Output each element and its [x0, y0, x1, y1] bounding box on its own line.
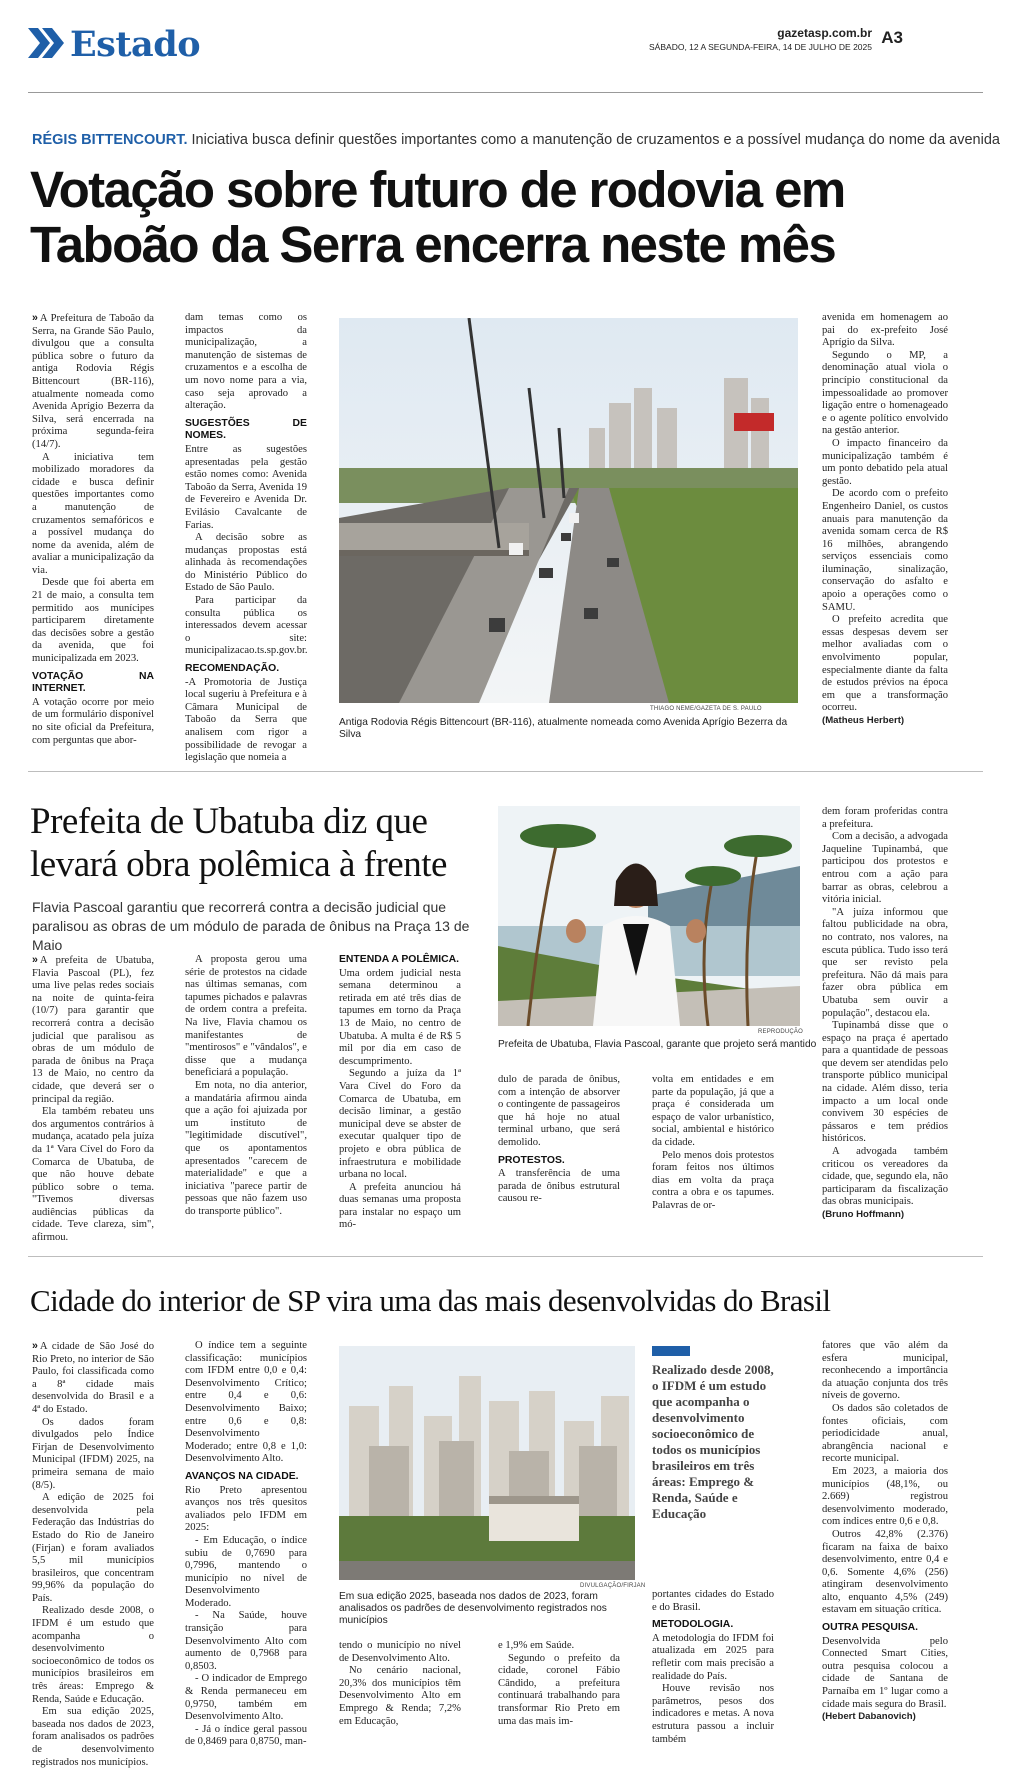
- article2-col4: dulo de parada de ônibus, com a intenção de absorver o contingente de passageiros que há hoje no atual terminal urbano, que será demolido. PROTESTOS. A transferência de uma parada de ônibus estrutural causou re-: [498, 1074, 620, 1205]
- article3-col6: fatores que vão além da esfera municipal, reconhecendo a importância da atuação conjunta dos três níveis de governo. Os dados são coletados de fontes oficiais, com periodicidade anual, abrangência nacional e recorte municipal. Em 2023, a maioria dos municípios (48,1%, ou 2.669) registrou desenvolvimento moderado, com índices entre 0,6 e 0,8. Outros 42,8% (2.376) ficaram na faixa de baixo desenvolvimento, entre 0,4 e 0,6. Somente 4,6% (256) atingiram desenvolvimento alto, enquanto 4,5% (249) estavam em situação crítica. OUTRA PESQUISA. Desenvolvida pelo Connected Smart Cities, outra pesquisa colocou a cidade de Santana de Parnaíba em 1º lugar como a cidade mais segura do Brasil. (Hebert Dabanovich): [822, 1340, 948, 1723]
- article3-col3: tendo o município no nível de Desenvolvimento Alto. No cenário nacional, 20,3% dos municípios têm Desenvolvimento Alto em Emprego & Renda; 7,2% em Educação,: [339, 1640, 461, 1727]
- headline-line-2: Taboão da Serra encerra neste mês: [30, 216, 836, 273]
- article2-subtitle: Flavia Pascoal garantiu que recorrerá contra a decisão judicial que paralisou as obras de um módulo de parada de ônibus na Praça 13 de Maio: [32, 899, 470, 953]
- photo-caption: Prefeita de Ubatuba, Flavia Pascoal, garante que projeto será mantido: [498, 1039, 817, 1050]
- article2-col1: » A prefeita de Ubatuba, Flavia Pascoal (PL), fez uma live pelas redes sociais na noite de quinta-feira (10/7) para garantir que recorrerá contra a decisão judicial que paralisou as obras de um módulo de parada de ônibus na Praça 13 de Maio, no centro da cidade, que deverá ser o principal da região. Ela também rebateu uns dos argumentos contrários à mudança, acatado pela juíza da 1ª Vara Cível do Foro da Comarca de Ubatuba, de que não houve debate público sobre o tema. "Tivemos diversas audiências públicas da cidade. Teve clareza, sim", afirmou.: [32, 954, 154, 1244]
- site-url[interactable]: gazetasp.com.br: [777, 26, 872, 40]
- article3-col4: e 1,9% em Saúde. Segundo o prefeito da cidade, coronel Fábio Cândido, a prefeitura continuará trabalhando para transformar Rio Preto em uma das mais im-: [498, 1640, 620, 1727]
- highway-photo: [339, 318, 798, 703]
- photo-caption: Em sua edição 2025, baseada nos dados de 2023, foram analisados os padrões de desenvolvimento registrados nos municípios: [339, 1591, 607, 1626]
- article2-headline: Prefeita de Ubatuba diz que levará obra polêmica à frente: [30, 801, 447, 885]
- article1-kicker: [32, 132, 1000, 148]
- photo-credit: REPRODUÇÃO: [758, 1029, 804, 1035]
- headline-line-1: Votação sobre futuro de rodovia em: [30, 161, 845, 218]
- kicker-label: RÉGIS BITTENCOURT.: [32, 132, 188, 148]
- photo-caption: Antiga Rodovia Régis Bittencourt (BR-116), atualmente nomeada como Avenida Aprígio Bezerra da Silva: [339, 717, 788, 740]
- article2-col3: ENTENDA A POLÊMICA. Uma ordem judicial nesta semana determinou a retirada em até três dias de tapumes em torno da Praça 13 de Maio, no centro de Ubatuba. A multa é de R$ 5 mil por dia em caso de descumprimento. Segundo a juíza da 1ª Vara Cível do Foro da Comarca de Ubatuba, em decisão liminar, a gestão municipal deve se abster de executar qualquer tipo de projeto e obra pública de infraestrutura e mobilidade urbana no local. A prefeita anunciou há duas semanas uma proposta para instalar no espaço um mó-: [339, 954, 461, 1231]
- article1-col1: » A Prefeitura de Taboão da Serra, na Grande São Paulo, divulgou que a consulta pública sobre o futuro da antiga Rodovia Régis Bittencourt (BR-116), atualmente nomeada como Avenida Aprígio Bezerra da Silva, será encerrada na próxima segunda-feira (14/7). A iniciativa tem mobilizado moradores da cidade e busca definir questões importantes como a manutenção de cruzamentos semafóricos e a possível mudança do nome da avenida, além de avaliar a municipalização da via. Desde que foi aberta em 21 de maio, a consulta tem permitido aos munícipes participarem diretamente das decisões sobre a gestão da avenida, que foi municipalizada em 2023. VOTAÇÃO NA INTERNET. A votação ocorre por meio de um formulário disponível no site oficial da Prefeitura, com perguntas que abor-: [32, 312, 154, 746]
- article3-col1: » A cidade de São José do Rio Preto, no interior de São Paulo, foi classificada como a 8ª cidade mais desenvolvida do Brasil e a 4ª do Estado. Os dados foram divulgados pelo Índice Firjan de Desenvolvimento Municipal (IFDM) 2025, na primeira semana de maio (8/5). A edição de 2025 foi desenvolvida pela Federação das Indústrias do Estado do Rio de Janeiro (Firjan) e foram avaliados 5,5 mil municípios brasileiros, que concentram 99,96% da população do País. Realizado desde 2008, o IFDM é um estudo que acompanha o desenvolvimento socioeconômico de todos os municípios brasileiros em três áreas: Emprego & Renda, Saúde e Educação. Em sua edição 2025, baseada nos dados de 2023, foram analisados os padrões de desenvolvimento registrados nos municípios.: [32, 1340, 154, 1768]
- divider-2: [28, 1256, 983, 1257]
- photo-credit: DIVULGAÇÃO/FIRJAN: [580, 1583, 646, 1589]
- subhead-votacao: VOTAÇÃO NA INTERNET.: [32, 670, 154, 695]
- article3-headline: Cidade do interior de SP vira uma das mais desenvolvidas do Brasil: [30, 1283, 831, 1318]
- quote-text: Realizado desde 2008, o IFDM é um estudo que acompanha o desenvolvimento socioeconômico de todos os municípios brasileiros em três áreas: Emprego & Renda, Saúde e Educação: [652, 1362, 774, 1521]
- pull-quote: [652, 1346, 782, 1522]
- article3-col5: portantes cidades do Estado e do Brasil. METODOLOGIA. A metodologia do IFDM foi atualizada em 2025 para refletir com mais precisão a realidade do País. Houve revisão nos parâmetros, pesos dos indicadores e metas. A nova estrutura passou a incluir também: [652, 1589, 774, 1745]
- article1-col4: avenida em homenagem ao pai do ex-prefeito José Aprígio da Silva. Segundo o MP, a denominação atual viola o princípio constitucional da impessoalidade ao promover ligação entre o homenageado e o agente político envolvido na gestão anterior. O impacto financeiro da municipalização também é um ponto debatido pela atual gestão. De acordo com o prefeito Engenheiro Daniel, os custos anuais para manutenção da avenida somam cerca de R$ 16 milhões, abrangendo serviços essenciais como iluminação, sinalização, conservação do asfalto e apoio a operações como o SAMU. O prefeito acredita que essas despesas devem ser melhor avaliadas com o envolvimento popular, especialmente diante da falta de estudos prévios na época em que a transformação ocorreu. (Matheus Herbert): [822, 312, 948, 726]
- chevron-arrows-icon: [28, 28, 66, 58]
- article1-col2: dam temas como os impactos da municipalização, a manutenção de sistemas de cruzamentos e a escolha de um novo nome para a via, caso seja aprovado a alteração. SUGESTÕES DE NOMES. Entre as sugestões apresentadas pela gestão estão nomes como: Avenida Taboão da Serra, Avenida 19 de Fevereiro e Avenida Dr. Evilásio Cavalcante de Farias. A decisão sobre as mudanças propostas está alinhada às recomendações do Ministério Público do Estado de São Paulo. Para participar da consulta pública os interessados devem acessar o site: municipalizacao.ts.sp.gov.br. RECOMENDAÇÃO. -A Promotoria de Justiça local sugeriu à Prefeitura e à Câmara Municipal de Taboão da Serra que analisem com rigor a possibilidade de revogar a legislação que nomeia a: [185, 312, 308, 764]
- kicker-text: Iniciativa busca definir questões importantes como a manutenção de cruzamentos e a possível mudança do nome da avenida: [191, 132, 1000, 148]
- photo-credit: THIAGO NEME/GAZETA DE S. PAULO: [650, 706, 762, 712]
- byline: (Hebert Dabanovich): [822, 1711, 916, 1723]
- city-photo: [339, 1346, 635, 1580]
- arrow-marker-icon: »: [32, 312, 38, 324]
- article2-col5: volta em entidades e em parte da população, já que a praça é considerada um espaço de valor urbanístico, social, ambiental e histórico da cidade. Pelo menos dois protestos foram feitos nos últimos dias em volta da praça contra a obra e os tapumes. Palavras de or-: [652, 1074, 774, 1211]
- mayor-photo: [498, 806, 800, 1026]
- divider-1: [28, 771, 983, 772]
- arrow-marker-icon: »: [32, 954, 38, 966]
- article1-headline: [30, 162, 845, 272]
- article2-col6: dem foram proferidas contra a prefeitura. Com a decisão, a advogada Jaqueline Tupinambá, que participou dos protestos e entrou com a ação para barrar as obras, celebrou a vitória inicial. "A juíza informou que faltou publicidade na obra, no contrato, nos valores, na escuta pública. Tudo isso terá que ser revisto pela prefeitura. Não dá mais para fazer obra pública em Ubatuba sem ouvir a população", destacou ela. Tupinambá disse que o espaço na praça é apertado para a quantidade de pessoas que devem ser atendidas pelo transporte público municipal na cidade. Além disso, teria impacto a um local onde convivem 30 espécies de pássaros e tem prédios históricos. A advogada também criticou os vereadores da cidade, que, segundo ela, não participaram da fiscalização das obras municipais. (Bruno Hoffmann): [822, 806, 948, 1220]
- arrow-marker-icon: »: [32, 1340, 38, 1352]
- header-rule: [28, 92, 983, 93]
- article3-col2: O índice tem a seguinte classificação: municípios com IFDM entre 0,0 e 0,4: Desenvolvimento Crítico; entre 0,4 e 0,6: Desenvolvimento Baixo; entre 0,6 e 0,8: Desenvolvimento Moderado; entre 0,8 e 1,0: Desenvolvimento Alto. AVANÇOS NA CIDADE. Rio Preto apresentou avanços nos três quesitos avaliados pelo IFDM em 2025: - Em Educação, o índice subiu de 0,7690 para 0,7996, mantendo o município no nível de Desenvolvimento Moderado. - Na Saúde, houve transição para Desenvolvimento Alto com aumento de 0,7968 para 0,8503. - O indicador de Emprego & Renda permaneceu em 0,9750, também em Desenvolvimento Alto. - Já o índice geral passou de 0,8469 para 0,8750, man-: [185, 1340, 307, 1748]
- article2-col2: A proposta gerou uma série de protestos na cidade nas últimas semanas, com tapumes pichados e palavras de ordem contra a prefeita. Na live, Flavia chamou os manifestantes de "mentirosos" e "vândalos", e disse que a mudança beneficiará a população. Em nota, no dia anterior, a mandatária afirmou ainda que a ação foi ajuizada por um instituto de "legitimidade discutível", que os apontamentos apresentados "carecem de materialidade" e que a iniciativa "parece partir de pessoas que não fazem uso do transporte público".: [185, 954, 307, 1217]
- section-title: Estado: [70, 24, 201, 65]
- section-header: [28, 22, 228, 66]
- page-number: A3: [881, 28, 903, 47]
- byline: (Matheus Herbert): [822, 715, 905, 726]
- quote-bar: [652, 1346, 690, 1356]
- edition-date: SÁBADO, 12 A SEGUNDA-FEIRA, 14 DE JULHO DE 2025: [649, 42, 872, 52]
- byline: (Bruno Hoffmann): [822, 1209, 905, 1220]
